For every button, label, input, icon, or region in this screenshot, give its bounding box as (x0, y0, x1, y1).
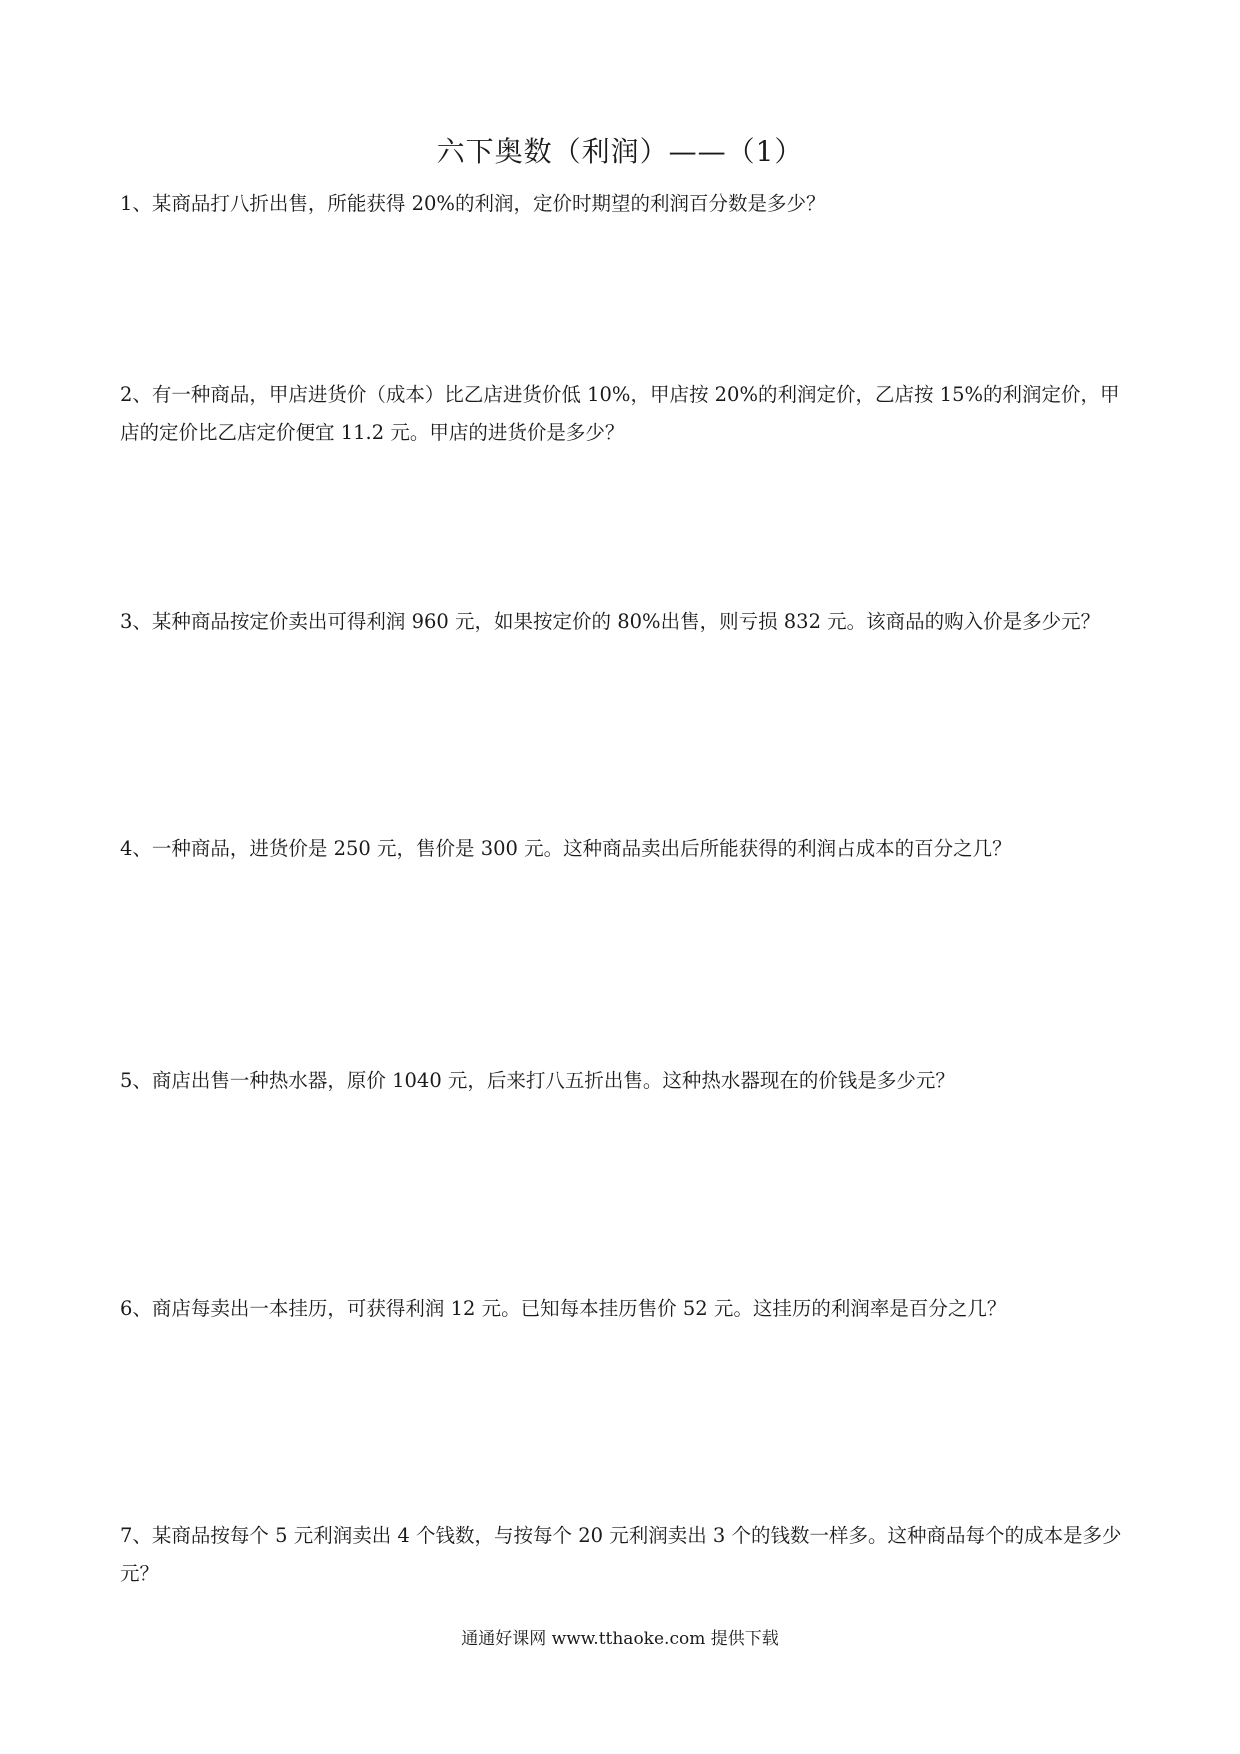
question-5: 5、商店出售一种热水器，原价 1040 元，后来打八五折出售。这种热水器现在的价钱是多少元？ (120, 1069, 955, 1092)
question-4: 4、一种商品，进货价是 250 元，售价是 300 元。这种商品卖出后所能获得的利润占成本的百分之几？ (120, 837, 1012, 860)
question-7: 7、某商品按每个 5 元利润卖出 4 个钱数，与按每个 20 元利润卖出 3 个的钱数一样多。这种商品每个的成本是多少元？ (120, 1524, 1122, 1585)
question-6: 6、商店每卖出一本挂历，可获得利润 12 元。已知每本挂历售价 52 元。这挂历的利润率是百分之几？ (120, 1297, 1007, 1320)
page-footer: 通通好课网 www.tthaoke.com 提供下载 (461, 1629, 779, 1649)
question-3: 3、某种商品按定价卖出可得利润 960 元，如果按定价的 80%出售，则亏损 832 元。该商品的购入价是多少元？ (120, 610, 1101, 633)
question-2: 2、有一种商品，甲店进货价（成本）比乙店进货价低 10%，甲店按 20%的利润定价，乙店按 15%的利润定价，甲店的定价比乙店定价便宜 11.2 元。甲店的进货价是多少？ (120, 383, 1120, 444)
question-1: 1、某商品打八折出售，所能获得 20%的利润，定价时期望的利润百分数是多少？ (120, 192, 826, 215)
page-title: 六下奥数（利润）——（1） (436, 135, 804, 168)
